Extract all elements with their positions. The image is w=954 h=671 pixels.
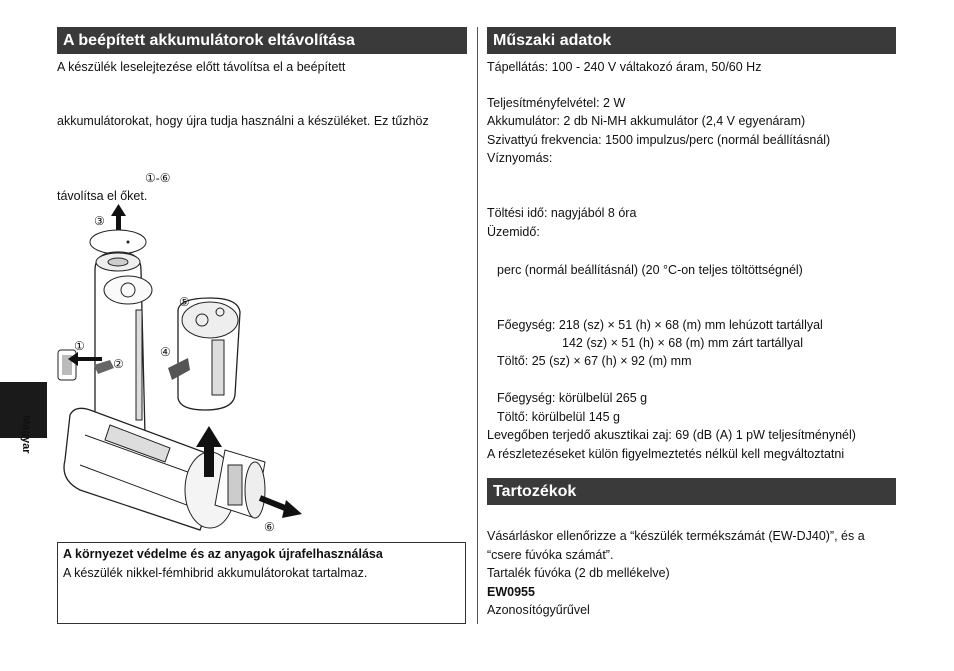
environment-notice-box	[57, 542, 466, 624]
accessories-heading: Tartozékok	[487, 478, 896, 505]
spec-line: Szivattyú frekvencia: 1500 impulzus/perc (normál beállításnál)	[487, 133, 831, 147]
spec-line: Töltő: körülbelül 145 g	[497, 410, 620, 424]
spec-line: A részletezéseket külön figyelmeztetés nélkül kell megváltoztatni	[487, 447, 845, 461]
steps-reference: ①-⑥	[145, 171, 171, 185]
intro-line-2: akkumulátorokat, hogy újra tudja használni a készüléket. Ez tűzhöz	[57, 114, 429, 128]
arrow-right-icon	[260, 498, 302, 518]
cap-disc	[90, 230, 146, 254]
spec-line: Főegység: körülbelül 265 g	[497, 391, 648, 405]
callout-6: ⑥	[264, 520, 275, 534]
left-section-heading: A beépített akkumulátorok eltávolítása	[57, 27, 467, 54]
column-divider	[477, 27, 478, 624]
spec-line: Töltő: 25 (sz) × 67 (h) × 92 (m) mm	[497, 354, 692, 368]
accessory-part-number: EW0955	[487, 585, 535, 599]
device-body-right	[168, 298, 240, 410]
accessory-line: “csere fúvóka számát”.	[487, 548, 614, 562]
accessory-line: Vásárláskor ellenőrizze a “készülék termékszámát (EW-DJ40)”, és a	[487, 529, 865, 543]
spec-line: Teljesítményfelvétel: 2 W	[487, 96, 626, 110]
side-cover-part	[58, 350, 76, 380]
callout-2: ②	[113, 357, 124, 371]
callout-4: ④	[160, 345, 171, 359]
spec-line: Levegőben terjedő akusztikai zaj: 69 (dB (A) 1 pW teljesítménynél)	[487, 428, 856, 442]
callout-1: ①	[74, 339, 85, 353]
specs-heading: Műszaki adatok	[487, 27, 896, 54]
environment-title: A környezet védelme és az anyagok újrafelhasználása	[63, 547, 383, 561]
spec-line: Töltési idő: nagyjából 8 óra	[487, 206, 637, 220]
intro-line-3: távolítsa el őket.	[57, 189, 148, 203]
environment-text: A készülék nikkel-fémhibrid akkumulátorokat tartalmaz.	[63, 566, 368, 580]
language-tab-label: Magyar	[20, 415, 32, 454]
spec-line: Akkumulátor: 2 db Ni-MH akkumulátor (2,4 V egyenáram)	[487, 114, 806, 128]
callout-3: ③	[94, 214, 105, 228]
spec-line: perc (normál beállításnál) (20 °C-on teljes töltöttségnél)	[497, 263, 803, 277]
spec-line: Üzemidő:	[487, 225, 540, 239]
spec-line: 142 (sz) × 51 (h) × 68 (m) mm zárt tartállyal	[562, 336, 804, 350]
spec-line: Víznyomás:	[487, 151, 553, 165]
callout-5: ⑤	[179, 295, 190, 309]
device-body-bottom	[64, 408, 265, 530]
accessory-line: Azonosítógyűrűvel	[487, 603, 590, 617]
spec-line: Főegység: 218 (sz) × 51 (h) × 68 (m) mm lehúzott tartállyal	[497, 318, 823, 332]
accessory-line: Tartalék fúvóka (2 db mellékelve)	[487, 566, 670, 580]
intro-line-1: A készülék leselejtezése előtt távolítsa el a beépített	[57, 60, 346, 74]
spec-line: Tápellátás: 100 - 240 V váltakozó áram, 50/60 Hz	[487, 60, 762, 74]
